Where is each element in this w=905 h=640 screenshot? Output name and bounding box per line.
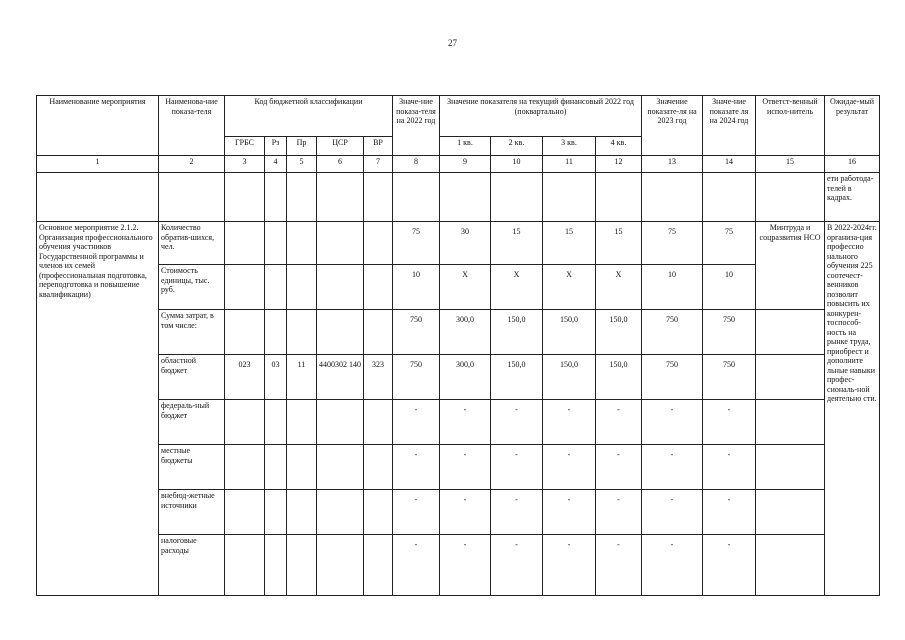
- q1-cell: -: [440, 445, 491, 490]
- q1-cell: 30: [440, 222, 491, 265]
- executor-empty-cell: [756, 490, 825, 535]
- vr-cell: [364, 265, 393, 310]
- pr-cell: [287, 490, 317, 535]
- subheader-grbs: ГРБС: [225, 137, 265, 156]
- value-2023-cell: 75: [642, 222, 703, 265]
- vr-cell: [364, 490, 393, 535]
- value-2024-cell: 10: [703, 265, 756, 310]
- indicator-name-cell: областной бюджет: [159, 355, 225, 400]
- indicator-name-cell: Стоимость единицы, тыс. руб.: [159, 265, 225, 310]
- indicator-name-cell: Количество обратив-шихся, чел.: [159, 222, 225, 265]
- q3-cell: 15: [543, 222, 596, 265]
- csr-cell: 4400302 140: [317, 355, 364, 400]
- q1-cell: -: [440, 400, 491, 445]
- grbs-cell: [225, 310, 265, 355]
- vr-cell: [364, 400, 393, 445]
- rz-cell: 03: [265, 355, 287, 400]
- column-number-cell: 9: [440, 156, 491, 173]
- header-value-2023: Значение показате-ля на 2023 год: [642, 96, 703, 156]
- executor-empty-cell: [756, 535, 825, 596]
- subheader-rz: Рз: [265, 137, 287, 156]
- subheader-q2: 2 кв.: [491, 137, 543, 156]
- csr-cell: [317, 310, 364, 355]
- csr-cell: [317, 535, 364, 596]
- header-value-2022: Значе-ние показа-теля на 2022 год: [393, 96, 440, 156]
- q2-cell: 15: [491, 222, 543, 265]
- value-2023-cell: -: [642, 535, 703, 596]
- value-2022-cell: 75: [393, 222, 440, 265]
- subheader-pr: Пр: [287, 137, 317, 156]
- q2-cell: 150,0: [491, 310, 543, 355]
- grbs-cell: [225, 490, 265, 535]
- column-number-cell: 1: [37, 156, 159, 173]
- csr-cell: [317, 400, 364, 445]
- table-row: [37, 265, 880, 310]
- q4-cell: -: [596, 490, 642, 535]
- grbs-cell: [225, 222, 265, 265]
- q2-cell: -: [491, 535, 543, 596]
- value-2023-cell: -: [642, 400, 703, 445]
- value-2022-cell: 750: [393, 310, 440, 355]
- header-expected-result: Ожидае-мый результат: [825, 96, 880, 156]
- q3-cell: Х: [543, 265, 596, 310]
- q2-cell: -: [491, 490, 543, 535]
- column-number-cell: 10: [491, 156, 543, 173]
- subheader-vr: ВР: [364, 137, 393, 156]
- grbs-cell: [225, 535, 265, 596]
- grbs-cell: [225, 400, 265, 445]
- q4-cell: 150,0: [596, 355, 642, 400]
- rz-cell: [265, 400, 287, 445]
- column-number-cell: 2: [159, 156, 225, 173]
- q3-cell: -: [543, 445, 596, 490]
- grbs-cell: 023: [225, 355, 265, 400]
- q2-cell: 150,0: [491, 355, 543, 400]
- csr-cell: [317, 490, 364, 535]
- table-row: [37, 355, 880, 400]
- q4-cell: Х: [596, 265, 642, 310]
- q1-cell: Х: [440, 265, 491, 310]
- value-2022-cell: -: [393, 400, 440, 445]
- value-2022-cell: -: [393, 445, 440, 490]
- csr-cell: [317, 222, 364, 265]
- value-2022-cell: -: [393, 535, 440, 596]
- header-indicator-name: Наименова-ние показа-теля: [159, 96, 225, 156]
- indicator-name-cell: налоговые расходы: [159, 535, 225, 596]
- header-measure-name: Наименование мероприятия: [37, 96, 159, 156]
- column-number-cell: 15: [756, 156, 825, 173]
- value-2023-cell: -: [642, 445, 703, 490]
- rz-cell: [265, 535, 287, 596]
- csr-cell: [317, 265, 364, 310]
- executor-cell: Минтруда и соцразвития НСО: [756, 222, 825, 310]
- value-2024-cell: 75: [703, 222, 756, 265]
- value-2024-cell: -: [703, 490, 756, 535]
- vr-cell: [364, 310, 393, 355]
- pr-cell: [287, 265, 317, 310]
- vr-cell: 323: [364, 355, 393, 400]
- column-number-cell: 7: [364, 156, 393, 173]
- q1-cell: -: [440, 490, 491, 535]
- q4-cell: -: [596, 400, 642, 445]
- column-number-cell: 16: [825, 156, 880, 173]
- rz-cell: [265, 265, 287, 310]
- q2-cell: -: [491, 400, 543, 445]
- subheader-q4: 4 кв.: [596, 137, 642, 156]
- value-2022-cell: -: [393, 490, 440, 535]
- q4-cell: -: [596, 535, 642, 596]
- pr-cell: [287, 310, 317, 355]
- value-2024-cell: 750: [703, 355, 756, 400]
- pr-cell: [287, 222, 317, 265]
- indicator-name-cell: федераль-ный бюджет: [159, 400, 225, 445]
- q3-cell: -: [543, 535, 596, 596]
- table-row: [37, 490, 880, 535]
- grbs-cell: [225, 445, 265, 490]
- indicator-name-cell: внебюд-жетные источники: [159, 490, 225, 535]
- rz-cell: [265, 490, 287, 535]
- expected-result-cell: В 2022-2024гг. организа-ция профессио нального обучения 225 соотечест-венников позволит повысить их конкурен-тоспособ-ность на рынке труда, приобрест и дополните льные навыки профес-сиональ-ной деятельно сти.: [825, 222, 880, 596]
- column-number-cell: 3: [225, 156, 265, 173]
- pr-cell: [287, 535, 317, 596]
- indicator-name-cell: Сумма затрат, в том числе:: [159, 310, 225, 355]
- column-number-cell: 12: [596, 156, 642, 173]
- value-2024-cell: 750: [703, 310, 756, 355]
- header-current-year-quarterly: Значение показателя на текущий финансовый 2022 год (поквартально): [440, 96, 642, 137]
- q1-cell: 300,0: [440, 310, 491, 355]
- header-executor: Ответст-венный испол-нитель: [756, 96, 825, 156]
- continuation-row: [37, 173, 880, 222]
- vr-cell: [364, 222, 393, 265]
- column-number-cell: 11: [543, 156, 596, 173]
- q4-cell: 150,0: [596, 310, 642, 355]
- vr-cell: [364, 535, 393, 596]
- value-2024-cell: -: [703, 535, 756, 596]
- q3-cell: 150,0: [543, 310, 596, 355]
- column-number-cell: 6: [317, 156, 364, 173]
- pr-cell: [287, 400, 317, 445]
- rz-cell: [265, 222, 287, 265]
- pr-cell: [287, 445, 317, 490]
- vr-cell: [364, 445, 393, 490]
- q3-cell: -: [543, 490, 596, 535]
- continuation-result-text: ети работода-телей в кадрах.: [825, 173, 880, 222]
- subheader-q3: 3 кв.: [543, 137, 596, 156]
- column-number-cell: 14: [703, 156, 756, 173]
- table-row: [37, 310, 880, 355]
- q1-cell: -: [440, 535, 491, 596]
- pr-cell: 11: [287, 355, 317, 400]
- executor-empty-cell: [756, 400, 825, 445]
- value-2024-cell: -: [703, 400, 756, 445]
- value-2023-cell: -: [642, 490, 703, 535]
- header-value-2024: Значе-ние показате ля на 2024 год: [703, 96, 756, 156]
- value-2022-cell: 750: [393, 355, 440, 400]
- subheader-csr: ЦСР: [317, 137, 364, 156]
- value-2023-cell: 750: [642, 355, 703, 400]
- table-row: [37, 445, 880, 490]
- column-number-cell: 13: [642, 156, 703, 173]
- header-budget-code: Код бюджетной классификации: [225, 96, 393, 137]
- table-row: [37, 222, 880, 265]
- column-number-row: [37, 156, 880, 173]
- budget-table: [36, 95, 880, 596]
- column-number-cell: 5: [287, 156, 317, 173]
- column-number-cell: 8: [393, 156, 440, 173]
- q4-cell: -: [596, 445, 642, 490]
- subheader-q1: 1 кв.: [440, 137, 491, 156]
- q3-cell: 150,0: [543, 355, 596, 400]
- q2-cell: -: [491, 445, 543, 490]
- q4-cell: 15: [596, 222, 642, 265]
- rz-cell: [265, 310, 287, 355]
- rz-cell: [265, 445, 287, 490]
- value-2022-cell: 10: [393, 265, 440, 310]
- grbs-cell: [225, 265, 265, 310]
- q3-cell: -: [543, 400, 596, 445]
- executor-empty-cell: [756, 445, 825, 490]
- q1-cell: 300,0: [440, 355, 491, 400]
- indicator-name-cell: местные бюджеты: [159, 445, 225, 490]
- value-2023-cell: 10: [642, 265, 703, 310]
- page-number: 27: [448, 38, 457, 48]
- table-row: [37, 400, 880, 445]
- measure-name-cell: Основное мероприятие 2.1.2. Организация профессионального обучения участников Государственной программы и членов их семей (профессиональная подготовка, переподготовка и повышение квалификации): [37, 222, 159, 596]
- value-2024-cell: -: [703, 445, 756, 490]
- column-number-cell: 4: [265, 156, 287, 173]
- executor-empty-cell: [756, 355, 825, 400]
- value-2023-cell: 750: [642, 310, 703, 355]
- executor-empty-cell: [756, 310, 825, 355]
- table-row: [37, 535, 880, 596]
- csr-cell: [317, 445, 364, 490]
- q2-cell: Х: [491, 265, 543, 310]
